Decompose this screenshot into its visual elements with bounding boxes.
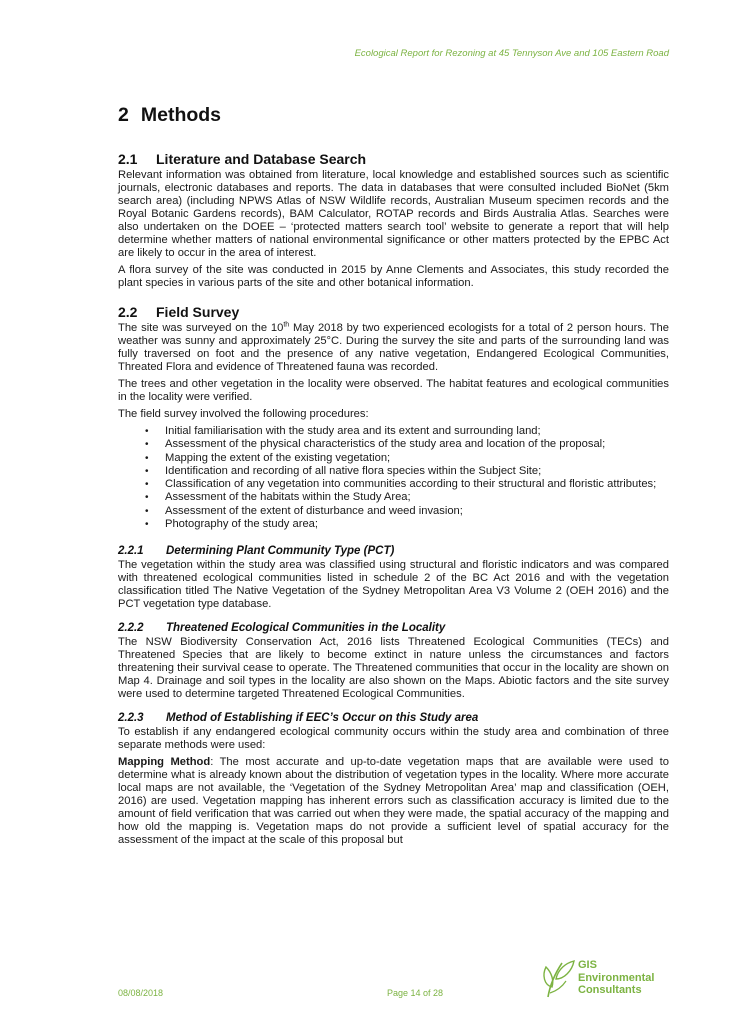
text-run: May 2018 by two experienced ecologists for a total of 2 person hours. The weather was sunny and approximately 25°C. During the survey the site and parts of the surrounding land was fully traversed on foot and the presence of any native vegetation, Endangered Ecological Communities, Threated Flora and evidence of Threatened fauna was recorded. (118, 322, 669, 373)
leaf-logo-icon (540, 957, 576, 999)
subsection-2-2-2 (118, 622, 669, 701)
company-logo (540, 957, 670, 999)
subsection-2-2-1 (118, 545, 669, 611)
subsection-title: Method of Establishing if EEC’s Occur on this Study area (166, 712, 479, 725)
list-item: • Mapping the extent of the existing vegetation; (165, 452, 669, 465)
logo-line: Consultants (578, 984, 642, 996)
procedure-list (118, 425, 669, 531)
logo-wordmark (578, 959, 654, 997)
paragraph: To establish if any endangered ecological community occurs within the study area and combination of three separate methods were used: (118, 726, 669, 752)
subsection-heading (118, 712, 669, 724)
paragraph: A flora survey of the site was conducted in 2015 by Anne Clements and Associates, this study recorded the plant species in various parts of the site and other botanical information. (118, 264, 669, 289)
section-number: 2.1 (118, 151, 138, 167)
logo-line: GIS (578, 959, 597, 971)
chapter-number: 2 (118, 104, 129, 126)
chapter-title: Methods (140, 104, 222, 126)
paragraph: The field survey involved the following procedures: (118, 408, 369, 420)
list-item: • Classification of any vegetation into communities according to their structural and floristic attributes; (165, 478, 669, 491)
subsection-number: 2.2.3 (118, 712, 144, 725)
section-heading (118, 151, 669, 167)
list-item: • Assessment of the extent of disturbance and weed invasion; (165, 505, 669, 518)
list-item: • Initial familiarisation with the study area and its extent and surrounding land; (165, 425, 669, 438)
section-title: Literature and Database Search (156, 151, 367, 167)
subsection-title: Threatened Ecological Communities in the Locality (166, 622, 446, 635)
paragraph: Relevant information was obtained from literature, local knowledge and established sources such as scientific journals, electronic databases and reports. The data in databases that were consulted included BioNet (5km search area) (including NPWS Atlas of NSW Wildlife records, Australian Museum specimen records and the Royal Botanic Gardens records), BAM Calculator, ROTAP records and Birds Australia Atlas. Searches were also undertaken on the DOEE – ‘protected matters search tool’ website to generate a report that will help determine whether matters of national environmental significance or other matters protected by the EPBC Act are likely to occur in the area of interest. (118, 169, 669, 259)
running-header: Ecological Report for Rezoning at 45 Tennyson Ave and 105 Eastern Road (354, 48, 669, 59)
page-content (118, 104, 669, 858)
section-2-2 (118, 304, 669, 531)
mapping-method-label: Mapping Method (118, 756, 211, 769)
subsection-number: 2.2.1 (118, 545, 144, 558)
subsection-heading (118, 622, 669, 634)
section-2-1 (118, 151, 669, 290)
subsection-number: 2.2.2 (118, 622, 144, 635)
subsection-heading (118, 545, 669, 557)
section-heading (118, 304, 669, 320)
paragraph: The vegetation within the study area was classified using structural and floristic indicators and was compared with threatened ecological communities listed in schedule 2 of the BC Act 2016 and with the vegetation classification titled The Native Vegetation of the Sydney Metropolitan Area V3 Volume 2 (OEH 2016) and the PCT vegetation type database. (118, 559, 669, 611)
paragraph: The trees and other vegetation in the locality were observed. The habitat features and ecological communities in the locality were verified. (118, 378, 669, 403)
list-item: • Assessment of the physical characteristics of the study area and location of the proposal; (165, 438, 669, 451)
footer-page-number: Page 14 of 28 (387, 988, 444, 998)
list-item: • Identification and recording of all native flora species within the Subject Site; (165, 465, 669, 478)
paragraph: The NSW Biodiversity Conservation Act, 2016 lists Threatened Ecological Communities (TECs) and Threatened Species that are likely to become extinct in nature unless the circumstances and factors threatening their survival cease to operate. The Threatened communities that occur in the locality are shown on Map 4. Drainage and soil types in the locality are also shown on the Maps. Abiotic factors and the site survey were used to determine targeted Threatened Ecological Communities. (118, 636, 669, 701)
paragraph (118, 322, 669, 374)
section-number: 2.2 (118, 304, 138, 320)
paragraph (118, 756, 669, 847)
text-run: The site was surveyed on the 10 (118, 322, 284, 334)
ordinal-suffix: th (283, 321, 290, 329)
subsection-title: Determining Plant Community Type (PCT) (166, 545, 395, 558)
logo-line: Environmental (578, 971, 655, 984)
chapter-heading (118, 104, 669, 127)
subsection-2-2-3 (118, 712, 669, 847)
list-item: • Assessment of the habitats within the Study Area; (165, 491, 669, 504)
text-run: : The most accurate and up-to-date vegetation maps that are available were used to determine what is already known about the distribution of vegetation types in the locality. Where more accurate local maps are not available, the ‘Vegetation of the Sydney Metropolitan Area’ map and classification (OEH, 2016) are used. Vegetation mapping has inherent errors such as classification accuracy is limited due to the amount of field verification that was carried out when they were made, the spatial accuracy of the mapping and how old the mapping is. Vegetation maps do not provide a sufficient level of spatial accuracy for the assessment of the impact at the scale of this proposal but (118, 756, 669, 847)
list-item: • Photography of the study area; (165, 518, 669, 531)
footer-date: 08/08/2018 (118, 988, 164, 998)
section-title: Field Survey (156, 304, 240, 320)
